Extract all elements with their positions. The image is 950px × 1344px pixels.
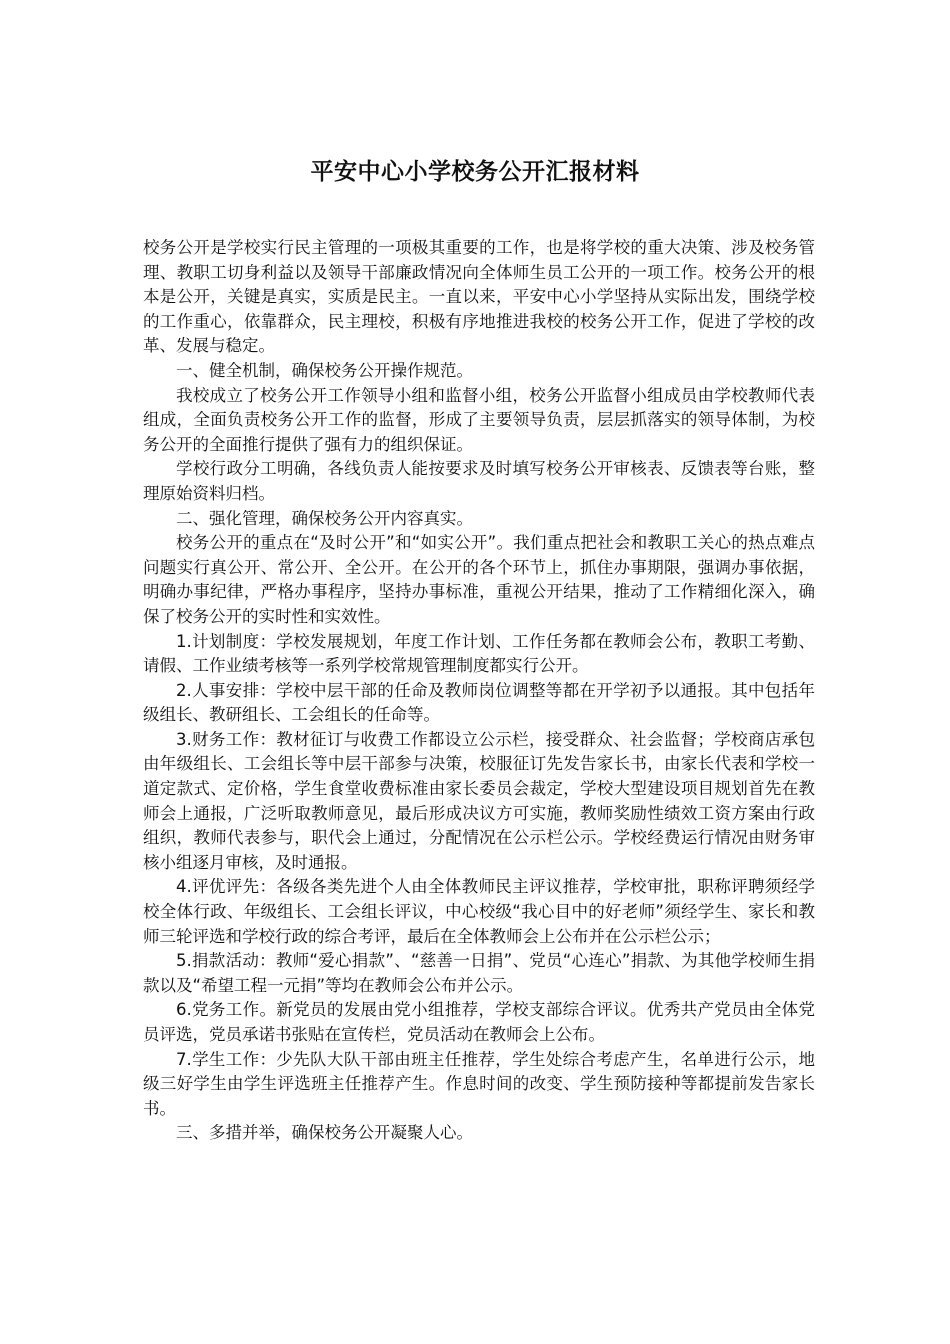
list-item: 5.捐款活动：教师“爱心捐款”、“慈善一日捐”、党员“心连心”捐款、为其他学校师生捐款以及“希望工程一元捐”等均在教师会公布并公示。 <box>143 951 815 995</box>
paragraph: 学校行政分工明确，各线负责人能按要求及时填写校务公开审核表、反馈表等台账，整理原始资料归档。 <box>143 459 815 503</box>
section-heading-3: 三、多措并举，确保校务公开凝聚人心。 <box>176 1123 473 1143</box>
document-title: 平安中心小学校务公开汇报材料 <box>310 159 640 185</box>
paragraph: 校务公开的重点在“及时公开”和“如实公开”。我们重点把社会和教职工关心的热点难点问题实行真公开、常公开、全公开。在公开的各个环节上，抓住办事期限，强调办事依据，明确办事纪律，严格办事程序，坚持办事标准，重视公开结果，推动了工作精细化深入，确保了校务公开的实时性和实效性。 <box>143 533 815 626</box>
list-item: 1.计划制度：学校发展规划，年度工作计划、工作任务都在教师会公布，教职工考勤、请假、工作业绩考核等一系列学校常规管理制度都实行公开。 <box>143 631 815 676</box>
list-item: 4.评优评先：各级各类先进个人由全体教师民主评议推荐，学校审批，职称评聘须经学校全体行政、年级组长、工会组长评议，中心校级“我心目中的好老师”须经学生、家长和教师三轮评选和学校行政的综合考评，最后在全体教师会上公布并在公示栏公示； <box>143 877 815 946</box>
list-item: 3.财务工作：教材征订与收费工作都设立公示栏，接受群众、社会监督；学校商店承包由年级组长、工会组长等中层干部参与决策，校服征订先发告家长书，由家长代表和学校一道定款式、定价格，学生食堂收费标准由家长委员会裁定，学校大型建设项目规划首先在教师会上通报，广泛听取教师意见，最后形成决议方可实施，教师奖励性绩效工资方案由行政组织，教师代表参与，职代会上通过，分配情况在公示栏公示。学校经费运行情况由财务审核小组逐月审核，及时通报。 <box>143 729 815 872</box>
section-heading-2: 二、强化管理，确保校务公开内容真实。 <box>176 508 473 528</box>
list-item: 7.学生工作：少先队大队干部由班主任推荐，学生处综合考虑产生，名单进行公示，地级三好学生由学生评选班主任推荐产生。作息时间的改变、学生预防接种等都提前发告家长书。 <box>143 1049 815 1118</box>
section-heading-1: 一、健全机制，确保校务公开操作规范。 <box>176 360 473 380</box>
paragraph: 我校成立了校务公开工作领导小组和监督小组，校务公开监督小组成员由学校教师代表组成，全面负责校务公开工作的监督，形成了主要领导负责，层层抓落实的领导体制，为校务公开的全面推行提供了强有力的组织保证。 <box>143 385 815 454</box>
list-item: 6.党务工作。新党员的发展由党小组推荐，学校支部综合评议。优秀共产党员由全体党员评选，党员承诺书张贴在宣传栏，党员活动在教师会上公布。 <box>143 1000 815 1044</box>
document-body <box>143 236 815 1146</box>
paragraph-intro: 校务公开是学校实行民主管理的一项极其重要的工作，也是将学校的重大决策、涉及校务管理、教职工切身利益以及领导干部廉政情况向全体师生员工公开的一项工作。校务公开的根本是公开，关键是真实，实质是民主。一直以来，平安中心小学坚持从实际出发，围绕学校的工作重心，依靠群众，民主理校，积极有序地推进我校的校务公开工作，促进了学校的改革、发展与稳定。 <box>143 238 815 356</box>
list-item: 2.人事安排：学校中层干部的任命及教师岗位调整等都在开学初予以通报。其中包括年级组长、教研组长、工会组长的任命等。 <box>143 680 815 725</box>
